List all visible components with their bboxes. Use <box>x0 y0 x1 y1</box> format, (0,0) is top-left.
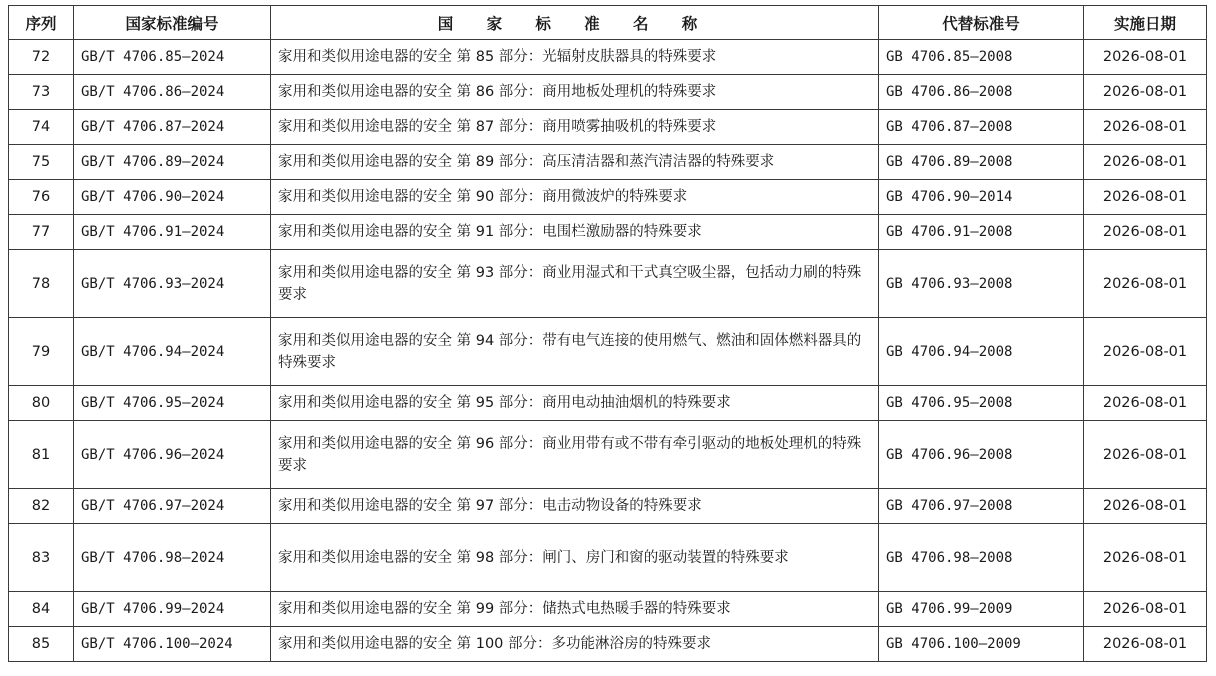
row-standard-code: GB/T 4706.85—2024 <box>74 40 271 75</box>
row-effective-date: 2026-08-01 <box>1084 318 1207 386</box>
row-standard-name: 家用和类似用途电器的安全 第 94 部分：带有电气连接的使用燃气、燃油和固体燃料器具的特殊要求 <box>271 318 879 386</box>
row-standard-name: 家用和类似用途电器的安全 第 89 部分：高压清洁器和蒸汽清洁器的特殊要求 <box>271 145 879 180</box>
row-standard-name: 家用和类似用途电器的安全 第 86 部分：商用地板处理机的特殊要求 <box>271 75 879 110</box>
row-serial: 80 <box>9 386 74 421</box>
table-row <box>9 180 1207 215</box>
row-effective-date: 2026-08-01 <box>1084 386 1207 421</box>
row-serial: 74 <box>9 110 74 145</box>
row-standard-code: GB/T 4706.90—2024 <box>74 180 271 215</box>
row-replaced-standard: GB 4706.87—2008 <box>879 110 1084 145</box>
row-standard-name: 家用和类似用途电器的安全 第 99 部分：储热式电热暖手器的特殊要求 <box>271 592 879 627</box>
row-effective-date: 2026-08-01 <box>1084 489 1207 524</box>
row-serial: 85 <box>9 627 74 662</box>
row-serial: 82 <box>9 489 74 524</box>
table-row <box>9 75 1207 110</box>
row-effective-date: 2026-08-01 <box>1084 421 1207 489</box>
header-serial: 序列 <box>9 6 74 40</box>
row-standard-name: 家用和类似用途电器的安全 第 98 部分：闸门、房门和窗的驱动装置的特殊要求 <box>271 524 879 592</box>
header-standard-code: 国家标准编号 <box>74 6 271 40</box>
row-standard-code: GB/T 4706.94—2024 <box>74 318 271 386</box>
row-effective-date: 2026-08-01 <box>1084 627 1207 662</box>
row-standard-code: GB/T 4706.99—2024 <box>74 592 271 627</box>
header-replaced-standard: 代替标准号 <box>879 6 1084 40</box>
row-standard-code: GB/T 4706.95—2024 <box>74 386 271 421</box>
row-standard-code: GB/T 4706.100—2024 <box>74 627 271 662</box>
row-effective-date: 2026-08-01 <box>1084 40 1207 75</box>
table-row <box>9 40 1207 75</box>
row-replaced-standard: GB 4706.96—2008 <box>879 421 1084 489</box>
row-standard-name: 家用和类似用途电器的安全 第 85 部分：光辐射皮肤器具的特殊要求 <box>271 40 879 75</box>
row-standard-code: GB/T 4706.96—2024 <box>74 421 271 489</box>
row-replaced-standard: GB 4706.93—2008 <box>879 250 1084 318</box>
row-standard-code: GB/T 4706.93—2024 <box>74 250 271 318</box>
row-serial: 72 <box>9 40 74 75</box>
row-serial: 83 <box>9 524 74 592</box>
row-replaced-standard: GB 4706.94—2008 <box>879 318 1084 386</box>
table-row <box>9 318 1207 386</box>
header-effective-date: 实施日期 <box>1084 6 1207 40</box>
row-serial: 75 <box>9 145 74 180</box>
row-standard-name: 家用和类似用途电器的安全 第 87 部分：商用喷雾抽吸机的特殊要求 <box>271 110 879 145</box>
row-standard-name: 家用和类似用途电器的安全 第 100 部分：多功能淋浴房的特殊要求 <box>271 627 879 662</box>
row-serial: 84 <box>9 592 74 627</box>
row-effective-date: 2026-08-01 <box>1084 215 1207 250</box>
header-standard-name: 国 家 标 准 名 称 <box>271 6 879 40</box>
row-standard-code: GB/T 4706.97—2024 <box>74 489 271 524</box>
row-serial: 73 <box>9 75 74 110</box>
row-standard-code: GB/T 4706.86—2024 <box>74 75 271 110</box>
table-row <box>9 386 1207 421</box>
row-serial: 76 <box>9 180 74 215</box>
row-replaced-standard: GB 4706.91—2008 <box>879 215 1084 250</box>
table-row <box>9 110 1207 145</box>
row-serial: 81 <box>9 421 74 489</box>
row-standard-name: 家用和类似用途电器的安全 第 96 部分：商业用带有或不带有牵引驱动的地板处理机的特殊要求 <box>271 421 879 489</box>
row-effective-date: 2026-08-01 <box>1084 592 1207 627</box>
row-standard-code: GB/T 4706.89—2024 <box>74 145 271 180</box>
table-row <box>9 421 1207 489</box>
row-replaced-standard: GB 4706.99—2009 <box>879 592 1084 627</box>
table-header-row <box>9 6 1207 40</box>
row-standard-name: 家用和类似用途电器的安全 第 93 部分：商业用湿式和干式真空吸尘器，包括动力刷的特殊要求 <box>271 250 879 318</box>
table-row <box>9 489 1207 524</box>
row-serial: 79 <box>9 318 74 386</box>
row-serial: 77 <box>9 215 74 250</box>
table-row <box>9 250 1207 318</box>
row-standard-name: 家用和类似用途电器的安全 第 97 部分：电击动物设备的特殊要求 <box>271 489 879 524</box>
row-serial: 78 <box>9 250 74 318</box>
row-replaced-standard: GB 4706.98—2008 <box>879 524 1084 592</box>
row-standard-name: 家用和类似用途电器的安全 第 95 部分：商用电动抽油烟机的特殊要求 <box>271 386 879 421</box>
row-effective-date: 2026-08-01 <box>1084 180 1207 215</box>
row-replaced-standard: GB 4706.100—2009 <box>879 627 1084 662</box>
row-replaced-standard: GB 4706.89—2008 <box>879 145 1084 180</box>
row-effective-date: 2026-08-01 <box>1084 145 1207 180</box>
row-effective-date: 2026-08-01 <box>1084 110 1207 145</box>
standards-table <box>8 5 1207 662</box>
row-effective-date: 2026-08-01 <box>1084 250 1207 318</box>
row-replaced-standard: GB 4706.97—2008 <box>879 489 1084 524</box>
row-effective-date: 2026-08-01 <box>1084 524 1207 592</box>
table-row <box>9 215 1207 250</box>
row-replaced-standard: GB 4706.85—2008 <box>879 40 1084 75</box>
row-standard-code: GB/T 4706.98—2024 <box>74 524 271 592</box>
table-body <box>9 40 1207 662</box>
row-standard-name: 家用和类似用途电器的安全 第 90 部分：商用微波炉的特殊要求 <box>271 180 879 215</box>
table-row <box>9 145 1207 180</box>
row-effective-date: 2026-08-01 <box>1084 75 1207 110</box>
row-replaced-standard: GB 4706.86—2008 <box>879 75 1084 110</box>
table-row <box>9 524 1207 592</box>
table-row <box>9 592 1207 627</box>
row-standard-code: GB/T 4706.87—2024 <box>74 110 271 145</box>
row-replaced-standard: GB 4706.95—2008 <box>879 386 1084 421</box>
row-standard-name: 家用和类似用途电器的安全 第 91 部分：电围栏激励器的特殊要求 <box>271 215 879 250</box>
row-replaced-standard: GB 4706.90—2014 <box>879 180 1084 215</box>
row-standard-code: GB/T 4706.91—2024 <box>74 215 271 250</box>
table-row <box>9 627 1207 662</box>
